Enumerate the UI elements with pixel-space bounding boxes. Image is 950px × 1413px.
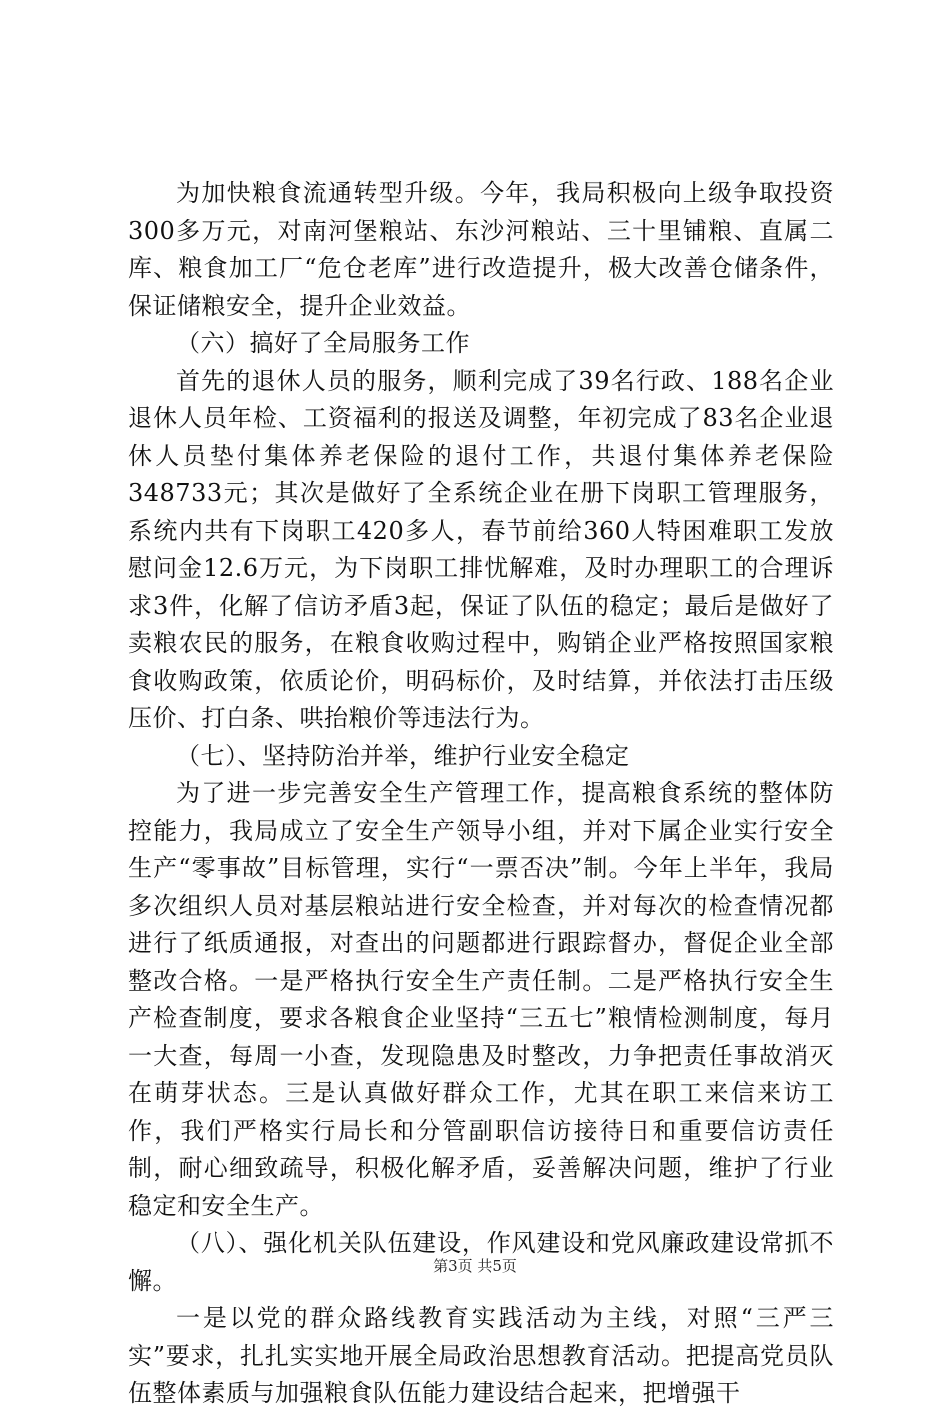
page-number: 第3页 共5页 xyxy=(433,1257,517,1275)
paragraph-party-building: 一是以党的群众路线教育实践活动为主线，对照“三严三实”要求，扎扎实实地开展全局政治思想教育活动。把提高党员队伍整体素质与加强粮食队伍能力建设结合起来，把增强干 xyxy=(128,1304,834,1407)
section-heading-7: （七）、坚持防治并举，维护行业安全稳定 xyxy=(176,741,630,770)
paragraph-safety: 为了进一步完善安全生产管理工作，提高粮食系统的整体防控能力，我局成立了安全生产领导小组，并对下属企业实行安全生产“零事故”目标管理，实行“一票否决”制。今年上半年，我局多次组织人员对基层粮站进行安全检查，并对每次的检查情况都进行了纸质通报，对查出的问题都进行跟踪督办，督促企业全部整改合格。一是严格执行安全生产责任制。二是严格执行安全生产检查制度，要求各粮食企业坚持“三五七”粮情检测制度，每月一大查，每周一小查，发现隐患及时整改，力争把责任事故消灭在萌芽状态。三是认真做好群众工作，尤其在职工来信来访工作，我们严格实行局长和分管副职信访接待日和重要信访责任制，耐心细致疏导，积极化解矛盾，妥善解决问题，维护了行业稳定和安全生产。 xyxy=(128,779,834,1220)
paragraph-services: 首先的退休人员的服务，顺利完成了39名行政、188名企业退休人员年检、工资福利的报送及调整，年初完成了83名企业退休人员垫付集体养老保险的退付工作，共退付集体养老保险348733元；其次是做好了全系统企业在册下岗职工管理服务，系统内共有下岗职工420多人，春节前给360人特困难职工发放慰问金12.6万元，为下岗职工排忧解难，及时办理职工的合理诉求3件，化解了信访矛盾3起，保证了队伍的稳定；最后是做好了卖粮农民的服务，在粮食收购过程中，购销企业严格按照国家粮食收购政策，依质论价，明码标价，及时结算，并依法打击压级压价、打白条、哄抬粮价等违法行为。 xyxy=(128,366,834,732)
paragraph-grain-circulation: 为加快粮食流通转型升级。今年，我局积极向上级争取投资300多万元，对南河堡粮站、东沙河粮站、三十里铺粮、直属二库、粮食加工厂“危仓老库”进行改造提升，极大改善仓储条件，保证储粮安全，提升企业效益。 xyxy=(128,179,834,320)
document-body xyxy=(128,175,834,1413)
section-heading-8: （八）、强化机关队伍建设，作风建设和党风廉政建设常抓不懈。 xyxy=(128,1229,834,1295)
section-heading-6: （六）搞好了全局服务工作 xyxy=(176,329,470,357)
page-footer xyxy=(0,1255,950,1276)
